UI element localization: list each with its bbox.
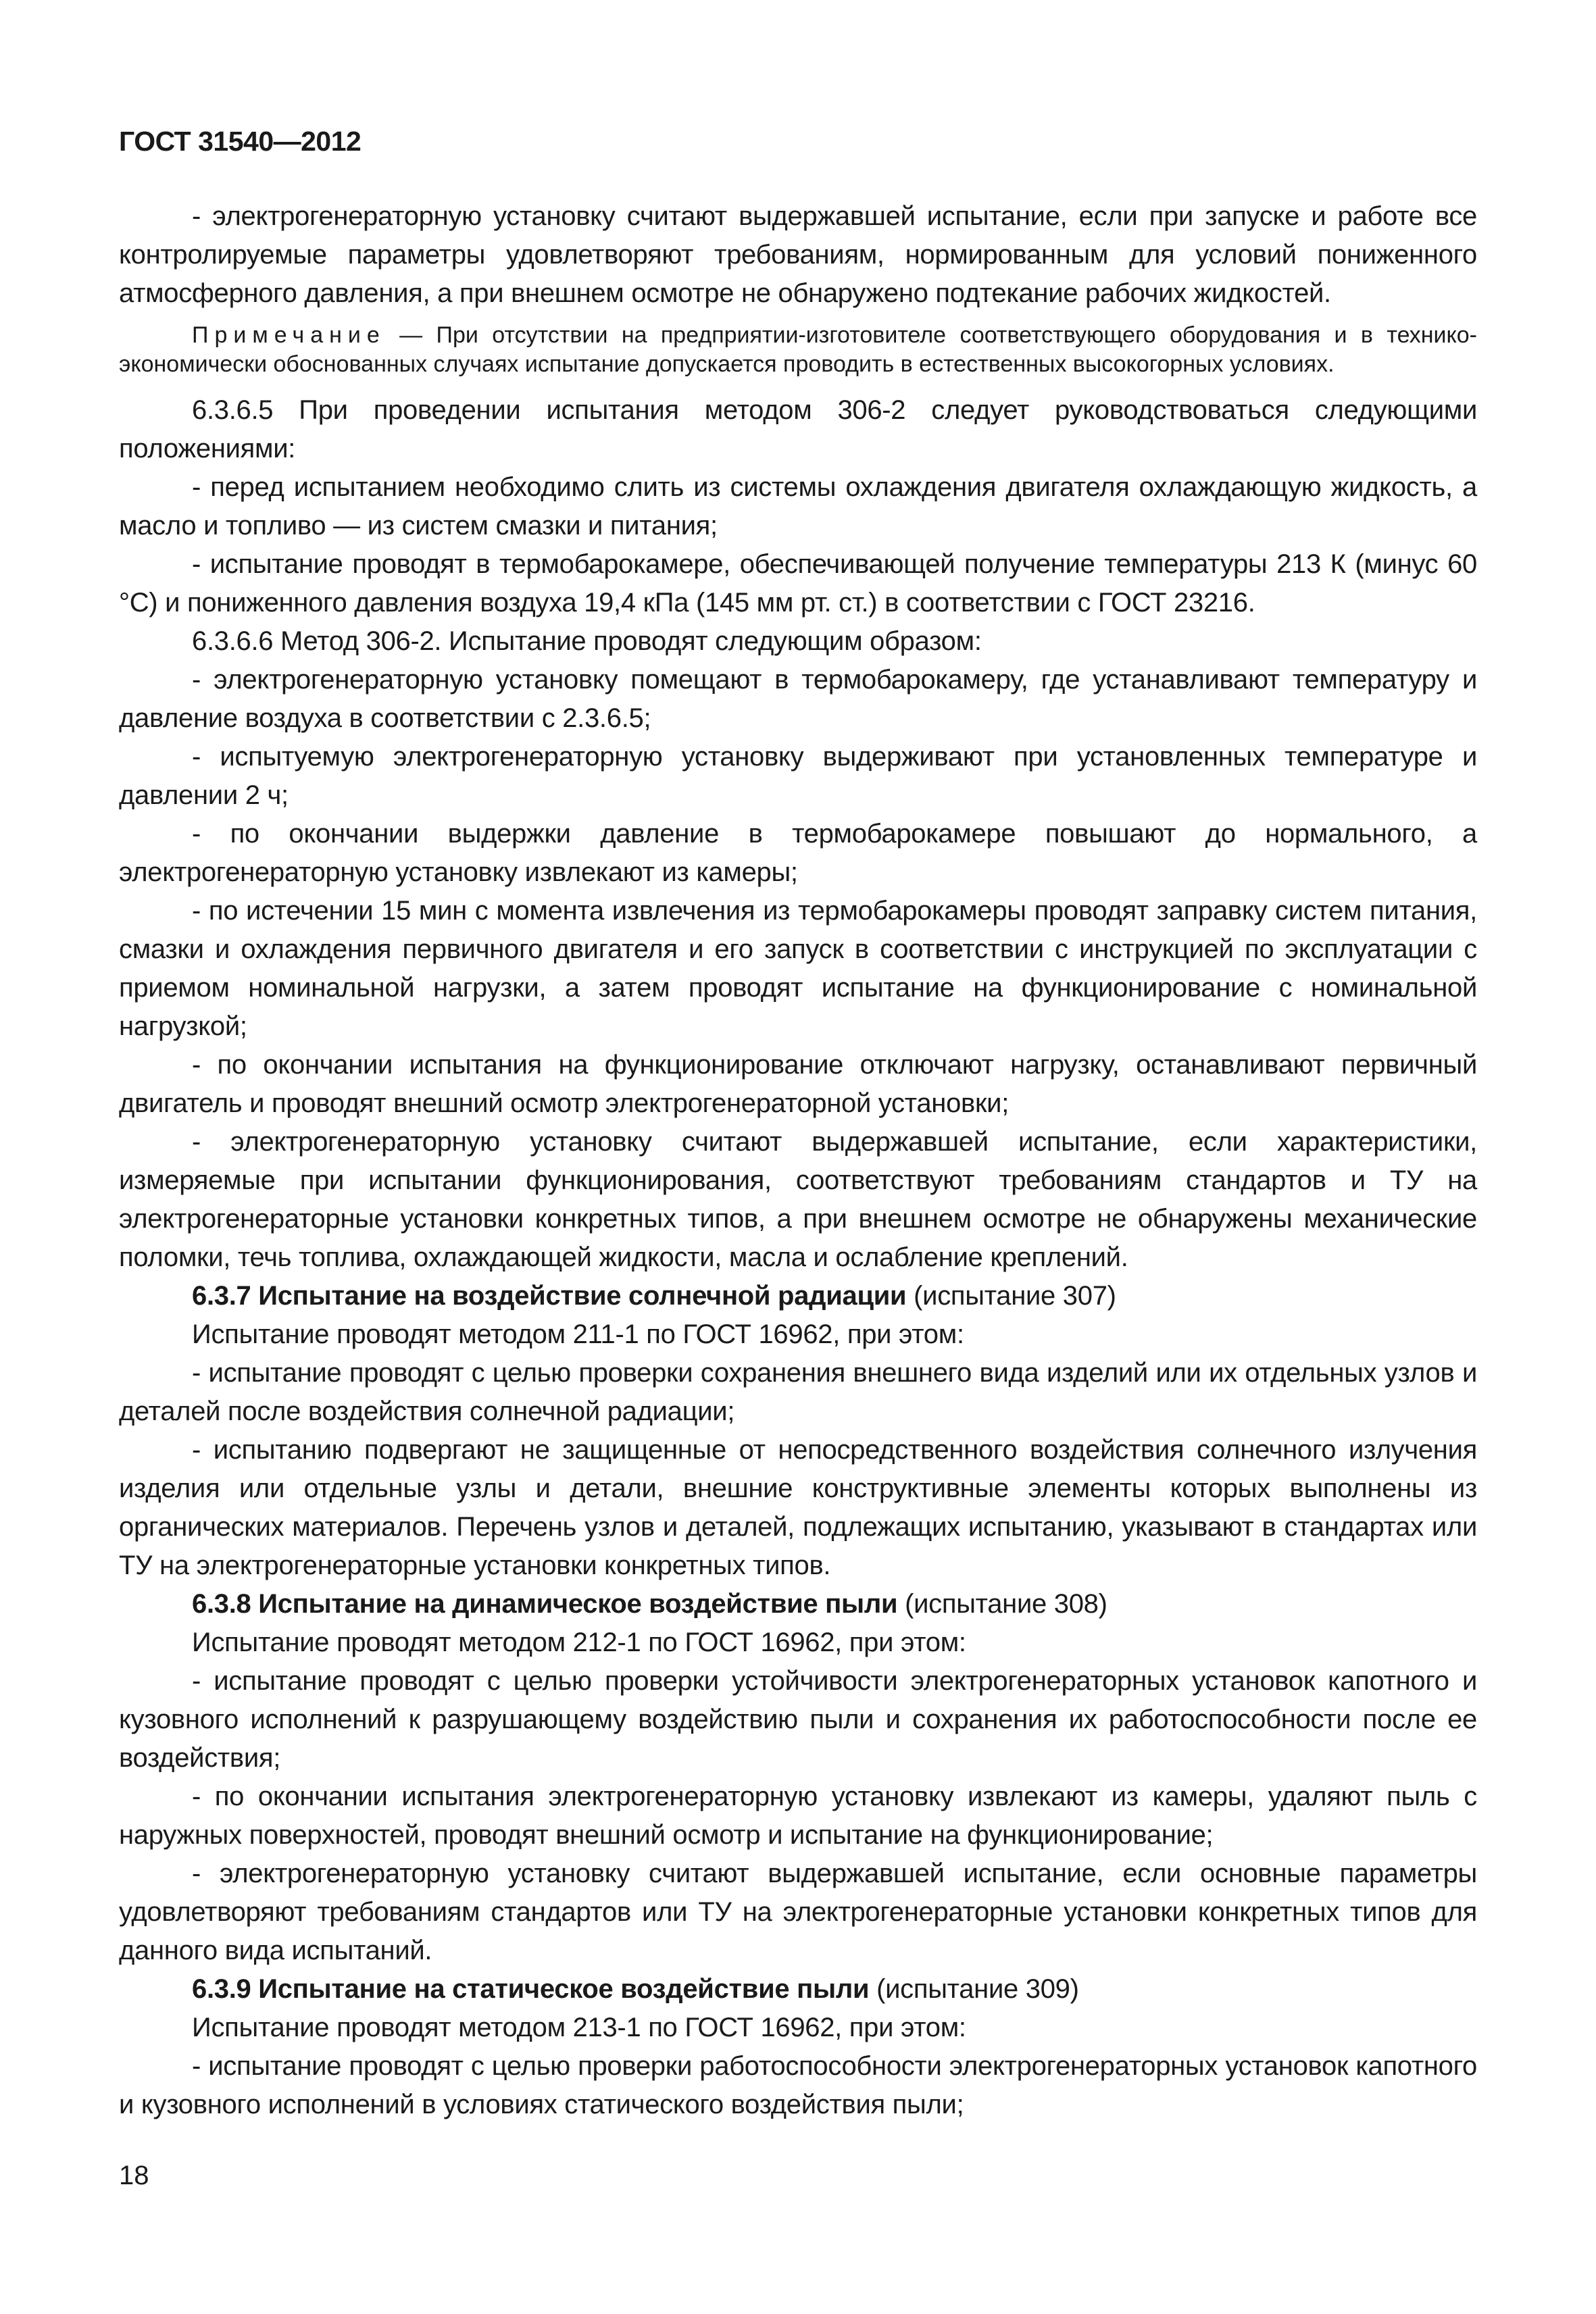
section-heading-suffix: (испытание 307) <box>906 1281 1116 1311</box>
list-item: - испытанию подвергают не защищенные от непосредственного воздействия солнечного излучения изделия или отдельные узлы и детали, внешние конструктивные элементы которых выполнены из органических материалов. Перечень узлов и деталей, подлежащих испытанию, указывают в стандартах или ТУ на электрогенераторные установки конкретных типов. <box>119 1435 1477 1580</box>
list-item: - испытуемую электрогенераторную установку выдерживают при установленных температуре и давлении 2 ч; <box>119 742 1477 810</box>
method-line: Испытание проводят методом 213-1 по ГОСТ 16962, при этом: <box>192 2013 966 2042</box>
list-item: - испытание проводят с целью проверки сохранения внешнего вида изделий или их отдельных узлов и деталей после воздействия солнечной радиации; <box>119 1358 1477 1426</box>
page-number: 18 <box>119 2161 149 2190</box>
paragraph: - электрогенераторную установку считают выдержавшей испытание, если при запуске и работе все контролируемые параметры удовлетворяют требованиям, нормированным для условий пониженного атмосферного давления, а при внешнем осмотре не обнаружено подтекание рабочих жидкостей. <box>119 201 1477 308</box>
method-line: Испытание проводят методом 211-1 по ГОСТ 16962, при этом: <box>192 1319 964 1349</box>
list-item: - электрогенераторную установку считают выдержавшей испытание, если характеристики, измеряемые при испытании функционирования, соответствуют требованиям стандартов и ТУ на электрогенераторные установки конкретных типов, а при внешнем осмотре не обнаружены механические поломки, течь топлива, охлаждающей жидкости, масла и ослабление креплений. <box>119 1127 1477 1272</box>
section-6366-intro: 6.3.6.6 Метод 306-2. Испытание проводят следующим образом: <box>192 626 982 656</box>
note-label: Примечание <box>192 322 386 348</box>
section-heading-suffix: (испытание 309) <box>869 1974 1079 2004</box>
list-item: - по истечении 15 мин с момента извлечения из термобарокамеры проводят заправку систем питания, смазки и охлаждения первичного двигателя и его запуск в соответствии с инструкцией по эксплуатации с приемом номинальной нагрузки, а затем проводят испытание на функционирование с номинальной нагрузкой; <box>119 896 1477 1041</box>
section-639-heading <box>119 1970 1477 2009</box>
list-item: - по окончании испытания на функционирование отключают нагрузку, останавливают первичный двигатель и проводят внешний осмотр электрогенераторной установки; <box>119 1050 1477 1118</box>
note <box>119 321 1477 379</box>
section-637-heading <box>119 1277 1477 1315</box>
document-header: ГОСТ 31540—2012 <box>119 126 361 157</box>
section-heading-bold: 6.3.8 Испытание на динамическое воздействие пыли <box>192 1589 898 1619</box>
list-item: - по окончании выдержки давление в термобарокамере повышают до нормального, а электрогенераторную установку извлекают из камеры; <box>119 819 1477 887</box>
list-item: - испытание проводят с целью проверки работоспособности электрогенераторных установок капотного и кузовного исполнений в условиях статического воздействия пыли; <box>119 2051 1477 2119</box>
list-item: - электрогенераторную установку помещают в термобарокамеру, где устанавливают температуру и давление воздуха в соответствии с 2.3.6.5; <box>119 665 1477 733</box>
note-text: — При отсутствии на предприятии-изготовителе соответствующего оборудования и в технико-экономически обоснованных случаях испытание допускается проводить в естественных высокогорных условиях. <box>119 322 1477 377</box>
list-item: - испытание проводят с целью проверки устойчивости электрогенераторных установок капотного и кузовного исполнений к разрушающему воздействию пыли и сохранения их работоспособности после ее воздействия; <box>119 1666 1477 1773</box>
section-heading-suffix: (испытание 308) <box>897 1589 1107 1619</box>
document-body <box>119 197 1477 2124</box>
section-heading-bold: 6.3.9 Испытание на статическое воздействие пыли <box>192 1974 870 2004</box>
section-heading-bold: 6.3.7 Испытание на воздействие солнечной радиации <box>192 1281 907 1311</box>
method-line: Испытание проводят методом 212-1 по ГОСТ 16962, при этом: <box>192 1628 966 1657</box>
list-item: - перед испытанием необходимо слить из системы охлаждения двигателя охлаждающую жидкость, а масло и топливо — из систем смазки и питания; <box>119 472 1477 540</box>
section-6365-intro: 6.3.6.5 При проведении испытания методом 306-2 следует руководствоваться следующими положениями: <box>119 395 1477 463</box>
section-638-heading <box>119 1585 1477 1624</box>
list-item: - испытание проводят в термобарокамере, обеспечивающей получение температуры 213 К (минус 60 °С) и пониженного давления воздуха 19,4 кПа (145 мм рт. ст.) в соответствии с ГОСТ 23216. <box>119 549 1477 618</box>
list-item: - электрогенераторную установку считают выдержавшей испытание, если основные параметры удовлетворяют требованиям стандартов или ТУ на электрогенераторные установки конкретных типов для данного вида испытаний. <box>119 1859 1477 1965</box>
list-item: - по окончании испытания электрогенераторную установку извлекают из камеры, удаляют пыль с наружных поверхностей, проводят внешний осмотр и испытание на функционирование; <box>119 1782 1477 1850</box>
